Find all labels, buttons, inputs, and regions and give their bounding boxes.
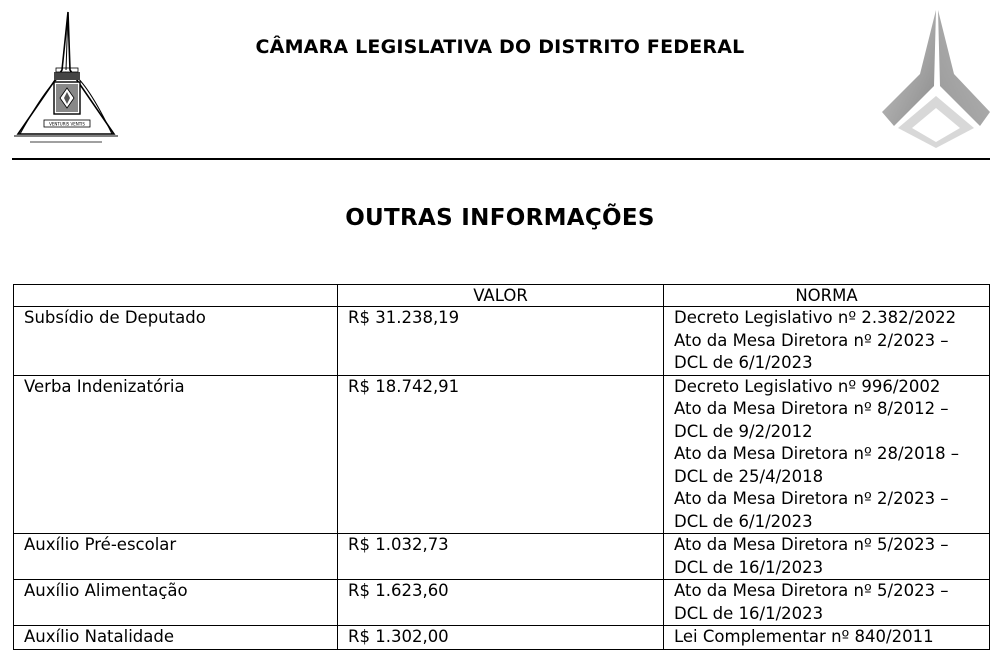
cldf-logo-icon bbox=[876, 8, 994, 148]
norma-line: DCL de 16/1/2023 bbox=[674, 603, 824, 623]
document-header bbox=[0, 0, 1000, 160]
norma-line: DCL de 6/1/2023 bbox=[674, 511, 813, 531]
table-row bbox=[14, 375, 990, 534]
norma-line: DCL de 25/4/2018 bbox=[674, 466, 824, 486]
distrito-federal-seal-icon bbox=[10, 10, 120, 150]
svg-text:VENTURIS VENTIS: VENTURIS VENTIS bbox=[49, 121, 85, 127]
norma-line: Ato da Mesa Diretora nº 5/2023 – bbox=[674, 535, 949, 554]
row-label: Auxílio Natalidade bbox=[14, 626, 338, 650]
row-norma bbox=[664, 580, 990, 626]
table-row bbox=[14, 307, 990, 376]
norma-line: DCL de 6/1/2023 bbox=[674, 353, 813, 372]
norma-line: Ato da Mesa Diretora nº 2/2023 – bbox=[674, 330, 949, 350]
norma-line: Ato da Mesa Diretora nº 5/2023 – bbox=[674, 581, 949, 600]
row-label: Subsídio de Deputado bbox=[14, 307, 338, 376]
table-header-row bbox=[14, 285, 990, 307]
header-divider bbox=[12, 158, 990, 160]
row-valor: R$ 18.742,91 bbox=[338, 375, 664, 534]
table-row bbox=[14, 580, 990, 626]
table-row bbox=[14, 534, 990, 580]
norma-line: Decreto Legislativo nº 2.382/2022 bbox=[674, 308, 957, 327]
row-norma bbox=[664, 626, 990, 650]
row-norma bbox=[664, 534, 990, 580]
row-valor: R$ 1.302,00 bbox=[338, 626, 664, 650]
norma-line: Ato da Mesa Diretora nº 2/2023 – bbox=[674, 489, 949, 508]
organization-title: CÂMARA LEGISLATIVA DO DISTRITO FEDERAL bbox=[255, 36, 745, 58]
row-norma bbox=[664, 375, 990, 534]
norma-line: Ato da Mesa Diretora nº 8/2012 – bbox=[674, 399, 949, 418]
row-valor: R$ 1.032,73 bbox=[338, 534, 664, 580]
section-title: OUTRAS INFORMAÇÕES bbox=[345, 205, 655, 231]
row-label: Verba Indenizatória bbox=[14, 375, 338, 534]
row-norma bbox=[664, 307, 990, 376]
row-label: Auxílio Pré-escolar bbox=[14, 534, 338, 580]
row-label: Auxílio Alimentação bbox=[14, 580, 338, 626]
table-row bbox=[14, 626, 990, 650]
norma-line: Ato da Mesa Diretora nº 28/2018 – bbox=[674, 444, 960, 463]
norma-line: Lei Complementar nº 840/2011 bbox=[674, 627, 934, 646]
column-header-norma: NORMA bbox=[664, 285, 990, 307]
norma-line: Decreto Legislativo nº 996/2002 bbox=[674, 376, 941, 396]
norma-line: DCL de 16/1/2023 bbox=[674, 557, 824, 577]
row-valor: R$ 31.238,19 bbox=[338, 307, 664, 376]
column-header-label bbox=[14, 285, 338, 307]
row-valor: R$ 1.623,60 bbox=[338, 580, 664, 626]
column-header-valor: VALOR bbox=[338, 285, 664, 307]
info-table bbox=[13, 284, 990, 650]
norma-line: DCL de 9/2/2012 bbox=[674, 421, 813, 441]
